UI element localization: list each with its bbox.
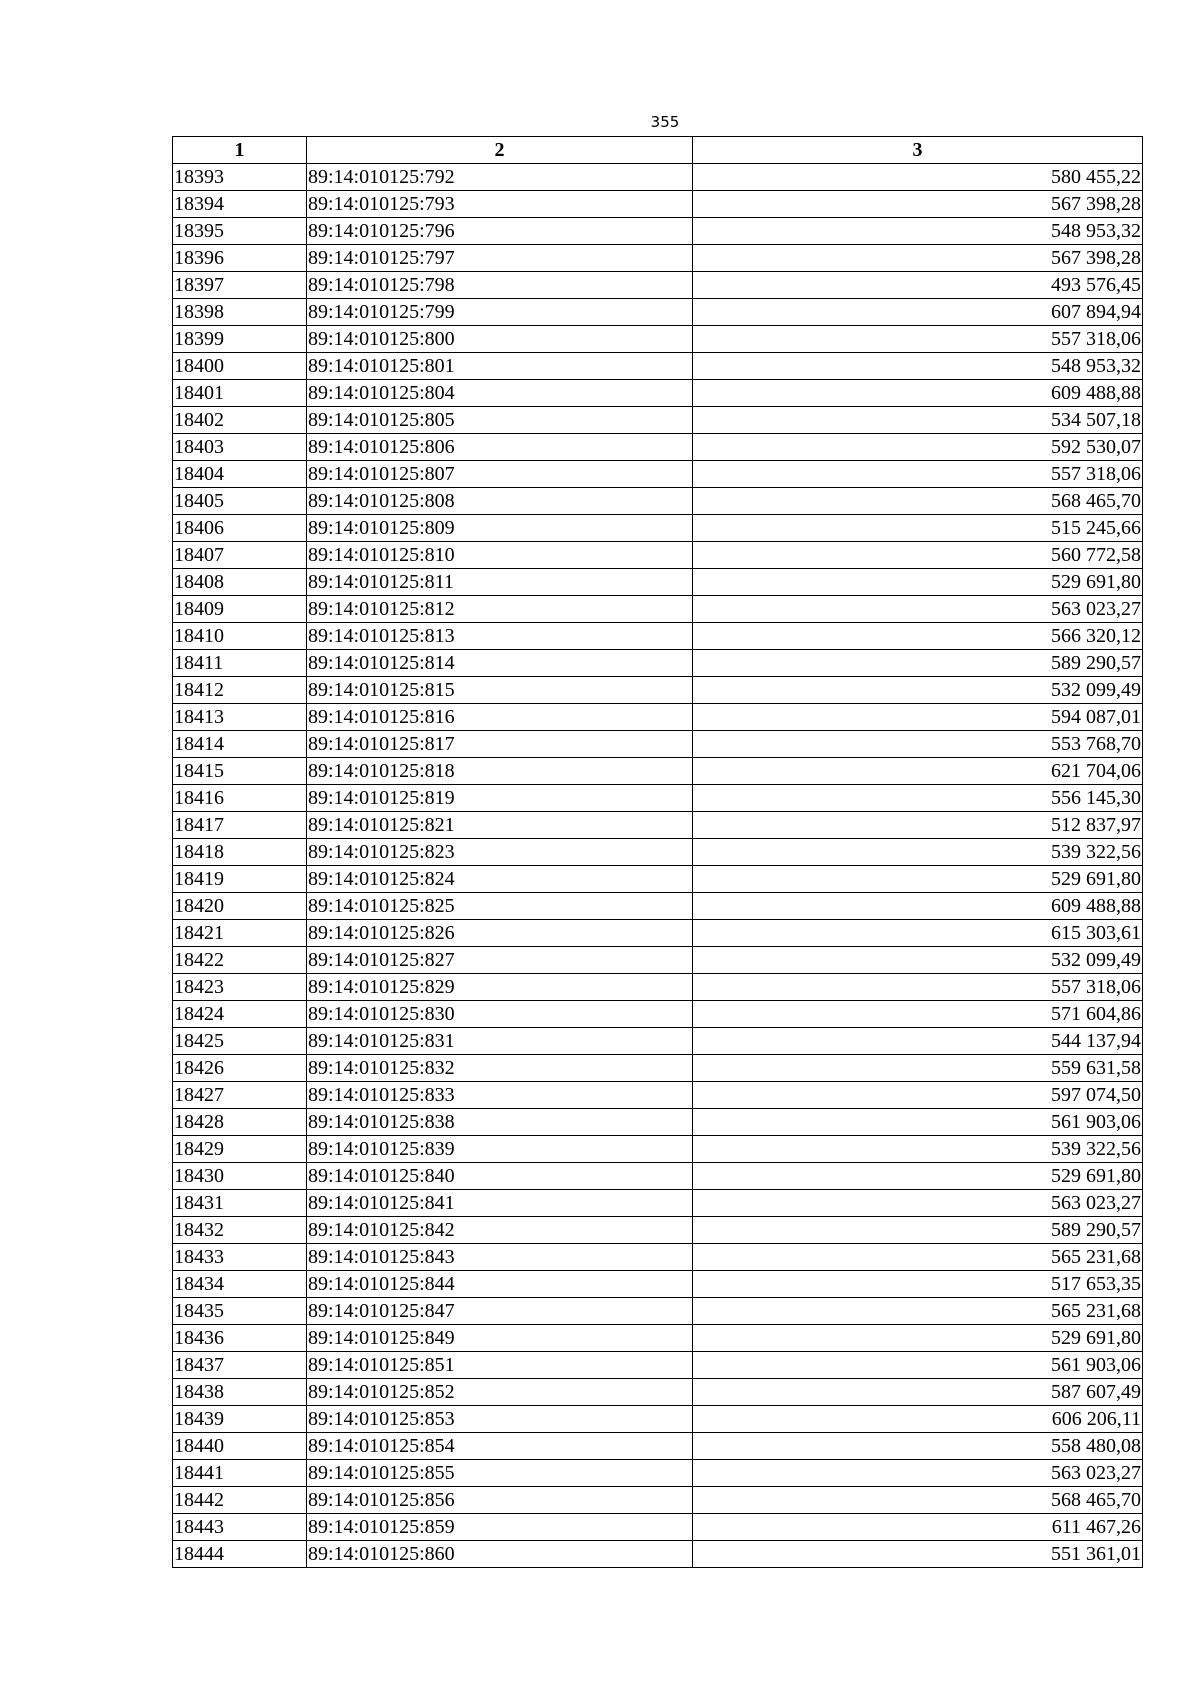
table-row bbox=[173, 866, 1143, 893]
cadastral-number-cell: 89:14:010125:804 bbox=[307, 380, 693, 407]
table-row bbox=[173, 731, 1143, 758]
table-row bbox=[173, 1082, 1143, 1109]
cadastral-number-cell: 89:14:010125:797 bbox=[307, 245, 693, 272]
cadastral-number-cell: 89:14:010125:844 bbox=[307, 1271, 693, 1298]
row-number-cell: 18417 bbox=[173, 812, 307, 839]
cadastral-number-cell: 89:14:010125:826 bbox=[307, 920, 693, 947]
cadastral-number-cell: 89:14:010125:860 bbox=[307, 1541, 693, 1568]
row-number-cell: 18434 bbox=[173, 1271, 307, 1298]
cadastral-number-cell: 89:14:010125:831 bbox=[307, 1028, 693, 1055]
table-row bbox=[173, 1433, 1143, 1460]
column-header-3: 3 bbox=[693, 137, 1143, 164]
table-row bbox=[173, 1352, 1143, 1379]
cadastral-number-cell: 89:14:010125:832 bbox=[307, 1055, 693, 1082]
row-number-cell: 18419 bbox=[173, 866, 307, 893]
row-number-cell: 18396 bbox=[173, 245, 307, 272]
table-row bbox=[173, 1325, 1143, 1352]
cadastral-number-cell: 89:14:010125:812 bbox=[307, 596, 693, 623]
table-row bbox=[173, 1406, 1143, 1433]
cadastral-number-cell: 89:14:010125:796 bbox=[307, 218, 693, 245]
value-cell: 594 087,01 bbox=[693, 704, 1143, 731]
cadastral-number-cell: 89:14:010125:854 bbox=[307, 1433, 693, 1460]
value-cell: 561 903,06 bbox=[693, 1352, 1143, 1379]
table-body bbox=[173, 164, 1143, 1568]
row-number-cell: 18425 bbox=[173, 1028, 307, 1055]
cadastral-number-cell: 89:14:010125:799 bbox=[307, 299, 693, 326]
value-cell: 532 099,49 bbox=[693, 947, 1143, 974]
cadastral-number-cell: 89:14:010125:851 bbox=[307, 1352, 693, 1379]
cadastral-number-cell: 89:14:010125:807 bbox=[307, 461, 693, 488]
row-number-cell: 18431 bbox=[173, 1190, 307, 1217]
table-row bbox=[173, 164, 1143, 191]
value-cell: 529 691,80 bbox=[693, 1325, 1143, 1352]
table-row bbox=[173, 839, 1143, 866]
table-row bbox=[173, 704, 1143, 731]
row-number-cell: 18427 bbox=[173, 1082, 307, 1109]
row-number-cell: 18400 bbox=[173, 353, 307, 380]
cadastral-number-cell: 89:14:010125:856 bbox=[307, 1487, 693, 1514]
cadastral-number-cell: 89:14:010125:801 bbox=[307, 353, 693, 380]
value-cell: 563 023,27 bbox=[693, 1460, 1143, 1487]
row-number-cell: 18414 bbox=[173, 731, 307, 758]
value-cell: 557 318,06 bbox=[693, 461, 1143, 488]
row-number-cell: 18422 bbox=[173, 947, 307, 974]
table-row bbox=[173, 245, 1143, 272]
row-number-cell: 18395 bbox=[173, 218, 307, 245]
value-cell: 565 231,68 bbox=[693, 1298, 1143, 1325]
value-cell: 548 953,32 bbox=[693, 353, 1143, 380]
cadastral-number-cell: 89:14:010125:811 bbox=[307, 569, 693, 596]
row-number-cell: 18444 bbox=[173, 1541, 307, 1568]
cadastral-number-cell: 89:14:010125:840 bbox=[307, 1163, 693, 1190]
row-number-cell: 18436 bbox=[173, 1325, 307, 1352]
table-row bbox=[173, 488, 1143, 515]
table-row bbox=[173, 1136, 1143, 1163]
row-number-cell: 18410 bbox=[173, 623, 307, 650]
value-cell: 587 607,49 bbox=[693, 1379, 1143, 1406]
value-cell: 559 631,58 bbox=[693, 1055, 1143, 1082]
value-cell: 529 691,80 bbox=[693, 866, 1143, 893]
cadastral-number-cell: 89:14:010125:847 bbox=[307, 1298, 693, 1325]
table-row bbox=[173, 1298, 1143, 1325]
cadastral-number-cell: 89:14:010125:852 bbox=[307, 1379, 693, 1406]
value-cell: 621 704,06 bbox=[693, 758, 1143, 785]
value-cell: 553 768,70 bbox=[693, 731, 1143, 758]
value-cell: 557 318,06 bbox=[693, 326, 1143, 353]
row-number-cell: 18411 bbox=[173, 650, 307, 677]
value-cell: 571 604,86 bbox=[693, 1001, 1143, 1028]
value-cell: 515 245,66 bbox=[693, 515, 1143, 542]
row-number-cell: 18440 bbox=[173, 1433, 307, 1460]
table-row bbox=[173, 974, 1143, 1001]
cadastral-number-cell: 89:14:010125:818 bbox=[307, 758, 693, 785]
row-number-cell: 18398 bbox=[173, 299, 307, 326]
row-number-cell: 18413 bbox=[173, 704, 307, 731]
value-cell: 532 099,49 bbox=[693, 677, 1143, 704]
table-row bbox=[173, 650, 1143, 677]
row-number-cell: 18409 bbox=[173, 596, 307, 623]
value-cell: 568 465,70 bbox=[693, 1487, 1143, 1514]
cadastral-number-cell: 89:14:010125:821 bbox=[307, 812, 693, 839]
cadastral-number-cell: 89:14:010125:827 bbox=[307, 947, 693, 974]
row-number-cell: 18416 bbox=[173, 785, 307, 812]
value-cell: 529 691,80 bbox=[693, 569, 1143, 596]
row-number-cell: 18418 bbox=[173, 839, 307, 866]
cadastral-number-cell: 89:14:010125:819 bbox=[307, 785, 693, 812]
table-row bbox=[173, 569, 1143, 596]
table-row bbox=[173, 1379, 1143, 1406]
value-cell: 512 837,97 bbox=[693, 812, 1143, 839]
table-row bbox=[173, 542, 1143, 569]
table-row bbox=[173, 1271, 1143, 1298]
row-number-cell: 18393 bbox=[173, 164, 307, 191]
cadastral-number-cell: 89:14:010125:824 bbox=[307, 866, 693, 893]
value-cell: 592 530,07 bbox=[693, 434, 1143, 461]
value-cell: 568 465,70 bbox=[693, 488, 1143, 515]
cadastral-number-cell: 89:14:010125:813 bbox=[307, 623, 693, 650]
table-row bbox=[173, 785, 1143, 812]
table-row bbox=[173, 326, 1143, 353]
value-cell: 534 507,18 bbox=[693, 407, 1143, 434]
row-number-cell: 18407 bbox=[173, 542, 307, 569]
row-number-cell: 18442 bbox=[173, 1487, 307, 1514]
table-row bbox=[173, 191, 1143, 218]
cadastral-number-cell: 89:14:010125:823 bbox=[307, 839, 693, 866]
cadastral-number-cell: 89:14:010125:833 bbox=[307, 1082, 693, 1109]
value-cell: 529 691,80 bbox=[693, 1163, 1143, 1190]
cadastral-number-cell: 89:14:010125:816 bbox=[307, 704, 693, 731]
table-row bbox=[173, 1541, 1143, 1568]
cadastral-number-cell: 89:14:010125:806 bbox=[307, 434, 693, 461]
table-row bbox=[173, 1028, 1143, 1055]
page-number: 355 bbox=[650, 113, 680, 131]
table-row bbox=[173, 515, 1143, 542]
cadastral-number-cell: 89:14:010125:793 bbox=[307, 191, 693, 218]
cadastral-number-cell: 89:14:010125:808 bbox=[307, 488, 693, 515]
cadastral-number-cell: 89:14:010125:853 bbox=[307, 1406, 693, 1433]
table-row bbox=[173, 434, 1143, 461]
cadastral-number-cell: 89:14:010125:815 bbox=[307, 677, 693, 704]
table-row bbox=[173, 272, 1143, 299]
table-row bbox=[173, 1217, 1143, 1244]
table-row bbox=[173, 1001, 1143, 1028]
table-row bbox=[173, 920, 1143, 947]
cadastral-number-cell: 89:14:010125:825 bbox=[307, 893, 693, 920]
table-row bbox=[173, 758, 1143, 785]
table-row bbox=[173, 623, 1143, 650]
row-number-cell: 18424 bbox=[173, 1001, 307, 1028]
row-number-cell: 18408 bbox=[173, 569, 307, 596]
row-number-cell: 18439 bbox=[173, 1406, 307, 1433]
row-number-cell: 18397 bbox=[173, 272, 307, 299]
table-row bbox=[173, 1460, 1143, 1487]
row-number-cell: 18430 bbox=[173, 1163, 307, 1190]
row-number-cell: 18401 bbox=[173, 380, 307, 407]
row-number-cell: 18435 bbox=[173, 1298, 307, 1325]
cadastral-number-cell: 89:14:010125:843 bbox=[307, 1244, 693, 1271]
table-row bbox=[173, 1109, 1143, 1136]
table-row bbox=[173, 893, 1143, 920]
row-number-cell: 18426 bbox=[173, 1055, 307, 1082]
row-number-cell: 18423 bbox=[173, 974, 307, 1001]
value-cell: 567 398,28 bbox=[693, 191, 1143, 218]
value-cell: 560 772,58 bbox=[693, 542, 1143, 569]
value-cell: 561 903,06 bbox=[693, 1109, 1143, 1136]
column-header-1: 1 bbox=[173, 137, 307, 164]
row-number-cell: 18428 bbox=[173, 1109, 307, 1136]
row-number-cell: 18432 bbox=[173, 1217, 307, 1244]
value-cell: 567 398,28 bbox=[693, 245, 1143, 272]
row-number-cell: 18420 bbox=[173, 893, 307, 920]
value-cell: 597 074,50 bbox=[693, 1082, 1143, 1109]
table-row bbox=[173, 461, 1143, 488]
value-cell: 539 322,56 bbox=[693, 1136, 1143, 1163]
value-cell: 557 318,06 bbox=[693, 974, 1143, 1001]
value-cell: 589 290,57 bbox=[693, 1217, 1143, 1244]
table-row bbox=[173, 218, 1143, 245]
value-cell: 539 322,56 bbox=[693, 839, 1143, 866]
value-cell: 607 894,94 bbox=[693, 299, 1143, 326]
cadastral-number-cell: 89:14:010125:855 bbox=[307, 1460, 693, 1487]
cadastral-number-cell: 89:14:010125:817 bbox=[307, 731, 693, 758]
table-row bbox=[173, 947, 1143, 974]
row-number-cell: 18443 bbox=[173, 1514, 307, 1541]
value-cell: 558 480,08 bbox=[693, 1433, 1143, 1460]
cadastral-number-cell: 89:14:010125:829 bbox=[307, 974, 693, 1001]
row-number-cell: 18437 bbox=[173, 1352, 307, 1379]
value-cell: 563 023,27 bbox=[693, 1190, 1143, 1217]
cadastral-number-cell: 89:14:010125:810 bbox=[307, 542, 693, 569]
table-header-row bbox=[173, 137, 1143, 164]
value-cell: 493 576,45 bbox=[693, 272, 1143, 299]
table-row bbox=[173, 353, 1143, 380]
value-cell: 615 303,61 bbox=[693, 920, 1143, 947]
row-number-cell: 18433 bbox=[173, 1244, 307, 1271]
value-cell: 544 137,94 bbox=[693, 1028, 1143, 1055]
row-number-cell: 18438 bbox=[173, 1379, 307, 1406]
row-number-cell: 18406 bbox=[173, 515, 307, 542]
value-cell: 609 488,88 bbox=[693, 893, 1143, 920]
value-cell: 606 206,11 bbox=[693, 1406, 1143, 1433]
cadastral-number-cell: 89:14:010125:830 bbox=[307, 1001, 693, 1028]
table-row bbox=[173, 1487, 1143, 1514]
table-row bbox=[173, 812, 1143, 839]
value-cell: 580 455,22 bbox=[693, 164, 1143, 191]
row-number-cell: 18403 bbox=[173, 434, 307, 461]
row-number-cell: 18402 bbox=[173, 407, 307, 434]
cadastral-number-cell: 89:14:010125:814 bbox=[307, 650, 693, 677]
value-cell: 563 023,27 bbox=[693, 596, 1143, 623]
cadastral-number-cell: 89:14:010125:805 bbox=[307, 407, 693, 434]
row-number-cell: 18415 bbox=[173, 758, 307, 785]
row-number-cell: 18429 bbox=[173, 1136, 307, 1163]
cadastral-number-cell: 89:14:010125:838 bbox=[307, 1109, 693, 1136]
value-cell: 565 231,68 bbox=[693, 1244, 1143, 1271]
table-row bbox=[173, 407, 1143, 434]
table-row bbox=[173, 299, 1143, 326]
value-cell: 589 290,57 bbox=[693, 650, 1143, 677]
row-number-cell: 18405 bbox=[173, 488, 307, 515]
cadastral-number-cell: 89:14:010125:842 bbox=[307, 1217, 693, 1244]
table-row bbox=[173, 677, 1143, 704]
cadastral-number-cell: 89:14:010125:839 bbox=[307, 1136, 693, 1163]
value-cell: 548 953,32 bbox=[693, 218, 1143, 245]
row-number-cell: 18394 bbox=[173, 191, 307, 218]
row-number-cell: 18421 bbox=[173, 920, 307, 947]
cadastral-number-cell: 89:14:010125:841 bbox=[307, 1190, 693, 1217]
row-number-cell: 18399 bbox=[173, 326, 307, 353]
value-cell: 551 361,01 bbox=[693, 1541, 1143, 1568]
cadastral-number-cell: 89:14:010125:800 bbox=[307, 326, 693, 353]
row-number-cell: 18441 bbox=[173, 1460, 307, 1487]
row-number-cell: 18404 bbox=[173, 461, 307, 488]
table-row bbox=[173, 1190, 1143, 1217]
cadastral-number-cell: 89:14:010125:798 bbox=[307, 272, 693, 299]
column-header-2: 2 bbox=[307, 137, 693, 164]
value-cell: 609 488,88 bbox=[693, 380, 1143, 407]
cadastral-number-cell: 89:14:010125:859 bbox=[307, 1514, 693, 1541]
table-row bbox=[173, 380, 1143, 407]
value-cell: 566 320,12 bbox=[693, 623, 1143, 650]
table-row bbox=[173, 1244, 1143, 1271]
table-row bbox=[173, 1055, 1143, 1082]
table-row bbox=[173, 1163, 1143, 1190]
table-row bbox=[173, 1514, 1143, 1541]
value-cell: 556 145,30 bbox=[693, 785, 1143, 812]
table-row bbox=[173, 596, 1143, 623]
data-table bbox=[172, 136, 1143, 1568]
value-cell: 517 653,35 bbox=[693, 1271, 1143, 1298]
value-cell: 611 467,26 bbox=[693, 1514, 1143, 1541]
cadastral-number-cell: 89:14:010125:809 bbox=[307, 515, 693, 542]
cadastral-number-cell: 89:14:010125:792 bbox=[307, 164, 693, 191]
cadastral-number-cell: 89:14:010125:849 bbox=[307, 1325, 693, 1352]
row-number-cell: 18412 bbox=[173, 677, 307, 704]
